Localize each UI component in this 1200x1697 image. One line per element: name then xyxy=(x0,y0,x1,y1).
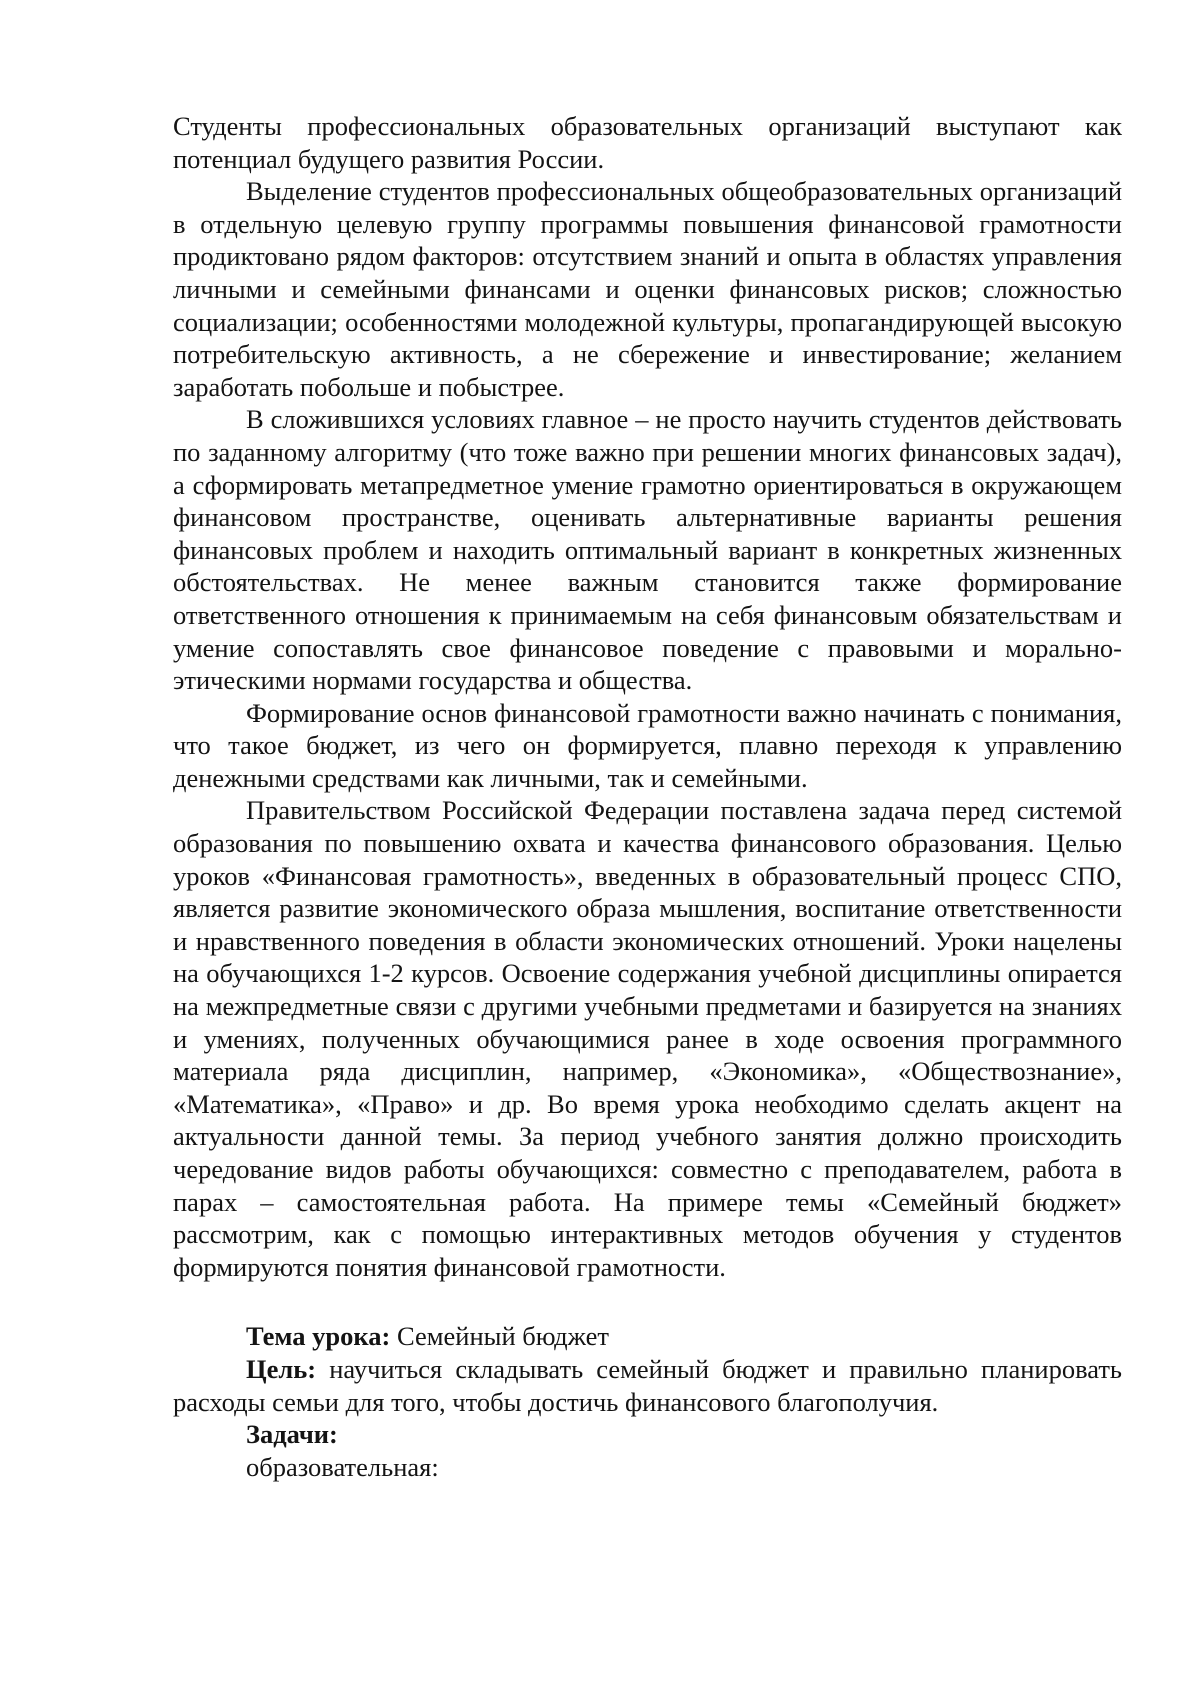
lesson-tasks-label: Задачи: xyxy=(246,1419,338,1450)
document-page xyxy=(173,110,1122,1483)
paragraph-government-task: Правительством Российской Федерации поставлена задача перед системой образования по повышению охвата и качества финансового образования. Целью уроков «Финансовая грамотность», введенных в образовательный процесс СПО, является развитие экономического образа мышления, воспитание ответственности и нравственного поведения в области экономических отношений. Уроки нацелены на обучающихся 1-2 курсов. Освоение содержания учебной дисциплины опирается на межпредметные связи с другими учебными предметами и базируется на знаниях и умениях, полученных обучающимися ранее в ходе освоения программного материала ряда дисциплин, например, «Экономика», «Обществознание», «Математика», «Право» и др. Во время урока необходимо сделать акцент на актуальности данной темы. За период учебного занятия должно происходить чередование видов работы обучающихся: совместно с преподавателем, работа в парах – самостоятельная работа. На примере темы «Семейный бюджет» рассмотрим, как с помощью интерактивных методов обучения у студентов формируются понятия финансовой грамотности. xyxy=(173,795,1122,1282)
lesson-topic-label: Тема урока: xyxy=(246,1321,391,1352)
lesson-goal-label: Цель: xyxy=(246,1353,317,1384)
paragraph-conditions: В сложившихся условиях главное – не просто научить студентов действовать по заданному алгоритму (что тоже важно при решении многих финансовых задач), а сформировать метапредметное умение грамотно ориентироваться в окружающем финансовом пространстве, оценивать альтернативные варианты решения финансовых проблем и находить оптимальный вариант в конкретных жизненных обстоятельствах. Не менее важным становится также формирование ответственного отношения к принимаемым на себя финансовым обязательствам и умение сопоставлять свое финансовое поведение с правовыми и морально-этическими нормами государства и общества. xyxy=(173,404,1122,696)
lesson-task-educational: образовательная: xyxy=(246,1451,439,1482)
lesson-topic-value: Семейный бюджет xyxy=(396,1321,609,1352)
paragraph-intro: Студенты профессиональных образовательных организаций выступают как потенциал будущего развития России. xyxy=(173,111,1122,174)
lesson-topic xyxy=(173,1320,1122,1353)
lesson-tasks xyxy=(173,1418,1122,1451)
spacer xyxy=(173,1283,1122,1320)
lesson-goal-value: научиться складывать семейный бюджет и правильно планировать расходы семьи для того, чтобы достичь финансового благополучия. xyxy=(173,1353,1122,1417)
lesson-goal xyxy=(173,1353,1122,1418)
paragraph-target-group: Выделение студентов профессиональных общеобразовательных организаций в отдельную целевую группу программы повышения финансовой грамотности продиктовано рядом факторов: отсутствием знаний и опыта в областях управления личными и семейными финансами и оценки финансовых рисков; сложностью социализации; особенностями молодежной культуры, пропагандирующей высокую потребительскую активность, а не сбережение и инвестирование; желанием заработать побольше и побыстрее. xyxy=(173,176,1122,402)
paragraph-budget-basics: Формирование основ финансовой грамотности важно начинать с понимания, что такое бюджет, из чего он формируется, плавно переходя к управлению денежными средствами как личными, так и семейными. xyxy=(173,697,1122,793)
